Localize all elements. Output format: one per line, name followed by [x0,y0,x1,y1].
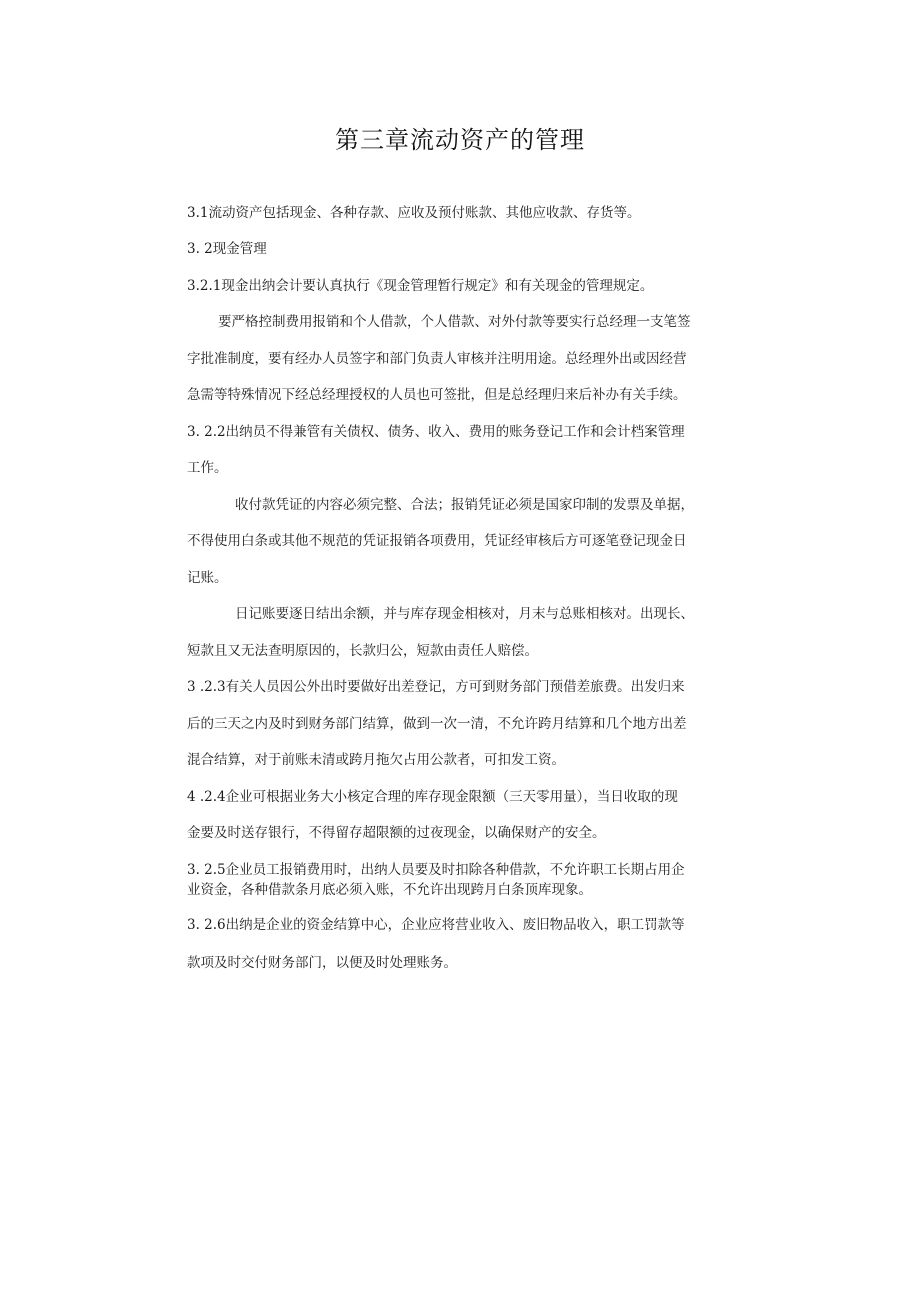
clause-3-2-1: 3.2.1现金出纳会计要认真执行《现金管理暂行规定》和有关现金的管理规定。 [187,278,654,294]
section-3-2-heading: 3. 2现金管理 [187,241,267,257]
paragraph-line: 金要及时送存银行，不得留存超限额的过夜现金，以确保财产的安全。 [187,825,606,841]
clause-3-2-6: 3. 2.6出纳是企业的资金结算中心，企业应将营业收入、废旧物品收入，职工罚款等 [187,917,685,933]
paragraph-line: 工作。 [187,460,228,476]
clause-3-2-3: 3 .2.3有关人员因公外出时要做好出差登记，方可到财务部门预借差旅费。出发归来 [187,679,685,695]
paragraph-line: 字批准制度，要有经办人员签字和部门负责人审核并注明用途。总经理外出或因经营 [187,351,687,367]
paragraph-line: 不得使用白条或其他不规范的凭证报销各项费用，凭证经审核后方可逐笔登记现金日 [187,533,687,549]
clause-3-2-4: 4 .2.4企业可根据业务大小核定合理的库存现金限额（三天零用量），当日收取的现 [187,789,678,805]
paragraph-line: 业资金，各种借款条月底必须入账，不允许出现跨月白条顶库现象。 [187,882,592,898]
clause-3-1: 3.1流动资产包括现金、各种存款、应收及预付账款、其他应收款、存货等。 [187,205,641,221]
paragraph-line: 记账。 [187,570,228,586]
paragraph-line: 款项及时交付财务部门，以便及时处理账务。 [187,955,457,971]
clause-3-2-5: 3. 2.5企业员工报销费用时，出纳人员要及时扣除各种借款，不允许职工长期占用企 [187,862,685,878]
clause-3-2-2: 3. 2.2出纳员不得兼管有关债权、债务、收入、费用的账务登记工作和会计档案管理 [187,424,685,440]
paragraph-line: 要严格控制费用报销和个人借款，个人借款、对外付款等要实行总经理一支笔签 [218,314,691,330]
paragraph-line: 急需等特殊情况下经总经理授权的人员也可签批，但是总经理归来后补办有关手续。 [187,387,687,403]
paragraph-line: 日记账要逐日结出余额，并与库存现金相核对，月末与总账相核对。出现长、 [235,606,694,622]
paragraph-line: 混合结算，对于前账未清或跨月拖欠占用公款者，可扣发工资。 [187,752,565,768]
paragraph-line: 收付款凭证的内容必须完整、合法；报销凭证必须是国家印制的发票及单据， [235,497,694,513]
chapter-title: 第三章流动资产的管理 [335,126,585,154]
paragraph-line: 后的三天之内及时到财务部门结算，做到一次一清，不允许跨月结算和几个地方出差 [187,716,687,732]
paragraph-line: 短款且又无法查明原因的，长款归公，短款由责任人赔偿。 [187,643,538,659]
